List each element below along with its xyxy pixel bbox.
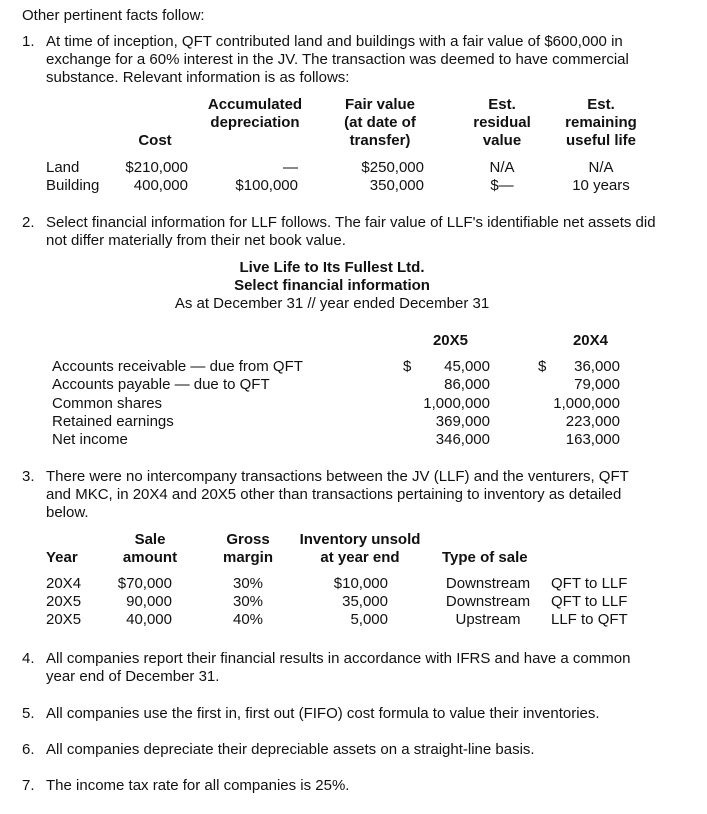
- sale-header-1: Sale: [134, 531, 166, 548]
- asset-row-label: Land: [46, 159, 80, 176]
- inv-row-unsold: 5,000: [350, 611, 388, 628]
- fact1-text: At time of inception, QFT contributed land and buildings with a fair value of $600,000 in exchange for a 60% interest in the JV. The transaction was deemed to have commercial substance. Relevant information is as follows:: [46, 33, 629, 86]
- useful-life-header-2: remaining: [565, 114, 637, 131]
- fin-row-20x4: 79,000: [574, 376, 620, 393]
- type-header: Type of sale: [442, 549, 528, 566]
- inv-row-sale: 40,000: [126, 611, 172, 628]
- residual-header-3: value: [482, 132, 522, 149]
- fact5-number: 5.: [22, 705, 35, 722]
- useful-life-header-1: Est.: [587, 96, 615, 113]
- inv-row-margin: 30%: [232, 593, 264, 610]
- inv-row-direction: LLF to QFT: [551, 611, 628, 628]
- fact2-number: 2.: [22, 214, 35, 231]
- inv-row-direction: QFT to LLF: [551, 575, 628, 592]
- fact3-number: 3.: [22, 468, 35, 485]
- col-header-20x4: 20X4: [572, 332, 608, 349]
- inv-row-type: Upstream: [455, 611, 521, 628]
- fact6-number: 6.: [22, 741, 35, 758]
- residual-header-1: Est.: [488, 96, 516, 113]
- sale-header-2: amount: [122, 549, 178, 566]
- useful-life-header-3: useful life: [565, 132, 636, 149]
- dollar-sign: $: [538, 358, 547, 375]
- unsold-header-2: at year end: [320, 549, 400, 566]
- unsold-header-1: Inventory unsold: [299, 531, 421, 548]
- asset-row-fair-value: 350,000: [369, 177, 424, 194]
- fact4-text: All companies report their financial results in accordance with IFRS and have a common year end of December 31.: [46, 650, 631, 685]
- asset-row-useful-life: 10 years: [572, 177, 630, 194]
- fin-row-label: Accounts payable — due to QFT: [52, 376, 270, 393]
- fact5-text: All companies use the first in, first out (FIFO) cost formula to value their inventories.: [46, 705, 600, 722]
- cost-header: Cost: [138, 132, 172, 149]
- fact4-number: 4.: [22, 650, 35, 667]
- fin-row-20x5: 346,000: [435, 431, 490, 448]
- asset-row-accum-dep: $100,000: [235, 177, 298, 194]
- year-header: Year: [46, 549, 78, 566]
- inv-row-sale: $70,000: [117, 575, 172, 592]
- accum-dep-header-1: Accumulated: [207, 96, 303, 113]
- fin-row-label: Common shares: [52, 395, 163, 412]
- inv-row-year: 20X4: [46, 575, 82, 592]
- fin-row-20x5: 86,000: [444, 376, 490, 393]
- intro-text: Other pertinent facts follow:: [22, 7, 205, 24]
- inv-row-sale: 90,000: [126, 593, 172, 610]
- inv-row-type: Downstream: [445, 593, 531, 610]
- fin-row-20x4: 36,000: [574, 358, 620, 375]
- inv-row-year: 20X5: [46, 593, 82, 610]
- asset-row-accum-dep: —: [283, 159, 298, 176]
- fin-row-20x5: 1,000,000: [423, 395, 490, 412]
- fair-value-header-1: Fair value: [344, 96, 416, 113]
- inv-row-type: Downstream: [445, 575, 531, 592]
- gross-header-1: Gross: [226, 531, 270, 548]
- inv-row-unsold: $10,000: [333, 575, 388, 592]
- fact3-text: There were no intercompany transactions between the JV (LLF) and the venturers, QFT and MKC, in 20X4 and 20X5 other than transactions pertaining to inventory as detailed below.: [46, 468, 629, 521]
- inv-row-year: 20X5: [46, 611, 82, 628]
- fin-row-label: Net income: [52, 431, 128, 448]
- fin-row-20x5: 369,000: [435, 413, 490, 430]
- asset-row-useful-life: N/A: [588, 159, 614, 176]
- llf-title: Live Life to Its Fullest Ltd.: [239, 259, 425, 276]
- fin-row-20x4: 223,000: [565, 413, 620, 430]
- inv-row-margin: 30%: [232, 575, 264, 592]
- accum-dep-header-2: depreciation: [210, 114, 300, 131]
- col-header-20x5: 20X5: [432, 332, 468, 349]
- fin-row-label: Retained earnings: [52, 413, 174, 430]
- residual-header-2: residual: [473, 114, 531, 131]
- fin-row-20x4: 1,000,000: [553, 395, 620, 412]
- inv-row-unsold: 35,000: [342, 593, 388, 610]
- fin-row-20x4: 163,000: [565, 431, 620, 448]
- dollar-sign: $: [403, 358, 412, 375]
- fair-value-header-3: transfer): [349, 132, 411, 149]
- fact7-text: The income tax rate for all companies is 25%.: [46, 777, 350, 794]
- gross-header-2: margin: [222, 549, 273, 566]
- fact1-number: 1.: [22, 33, 35, 50]
- asset-row-label: Building: [46, 177, 100, 194]
- fact6-text: All companies depreciate their depreciable assets on a straight-line basis.: [46, 741, 535, 758]
- asset-row-residual: $—: [490, 177, 514, 194]
- inv-row-direction: QFT to LLF: [551, 593, 628, 610]
- asset-row-cost: 400,000: [133, 177, 188, 194]
- fair-value-header-2: (at date of: [344, 114, 416, 131]
- inv-row-margin: 40%: [232, 611, 264, 628]
- fin-row-label: Accounts receivable — due from QFT: [52, 358, 303, 375]
- asset-row-cost: $210,000: [125, 159, 188, 176]
- fin-row-20x5: 45,000: [444, 358, 490, 375]
- fact7-number: 7.: [22, 777, 35, 794]
- asset-row-residual: N/A: [489, 159, 515, 176]
- llf-period: As at December 31 // year ended December 31: [174, 295, 490, 312]
- asset-row-fair-value: $250,000: [361, 159, 424, 176]
- llf-subtitle: Select financial information: [234, 277, 430, 294]
- fact2-text: Select financial information for LLF follows. The fair value of LLF's identifiable net assets did not differ materially from their net book value.: [46, 214, 656, 249]
